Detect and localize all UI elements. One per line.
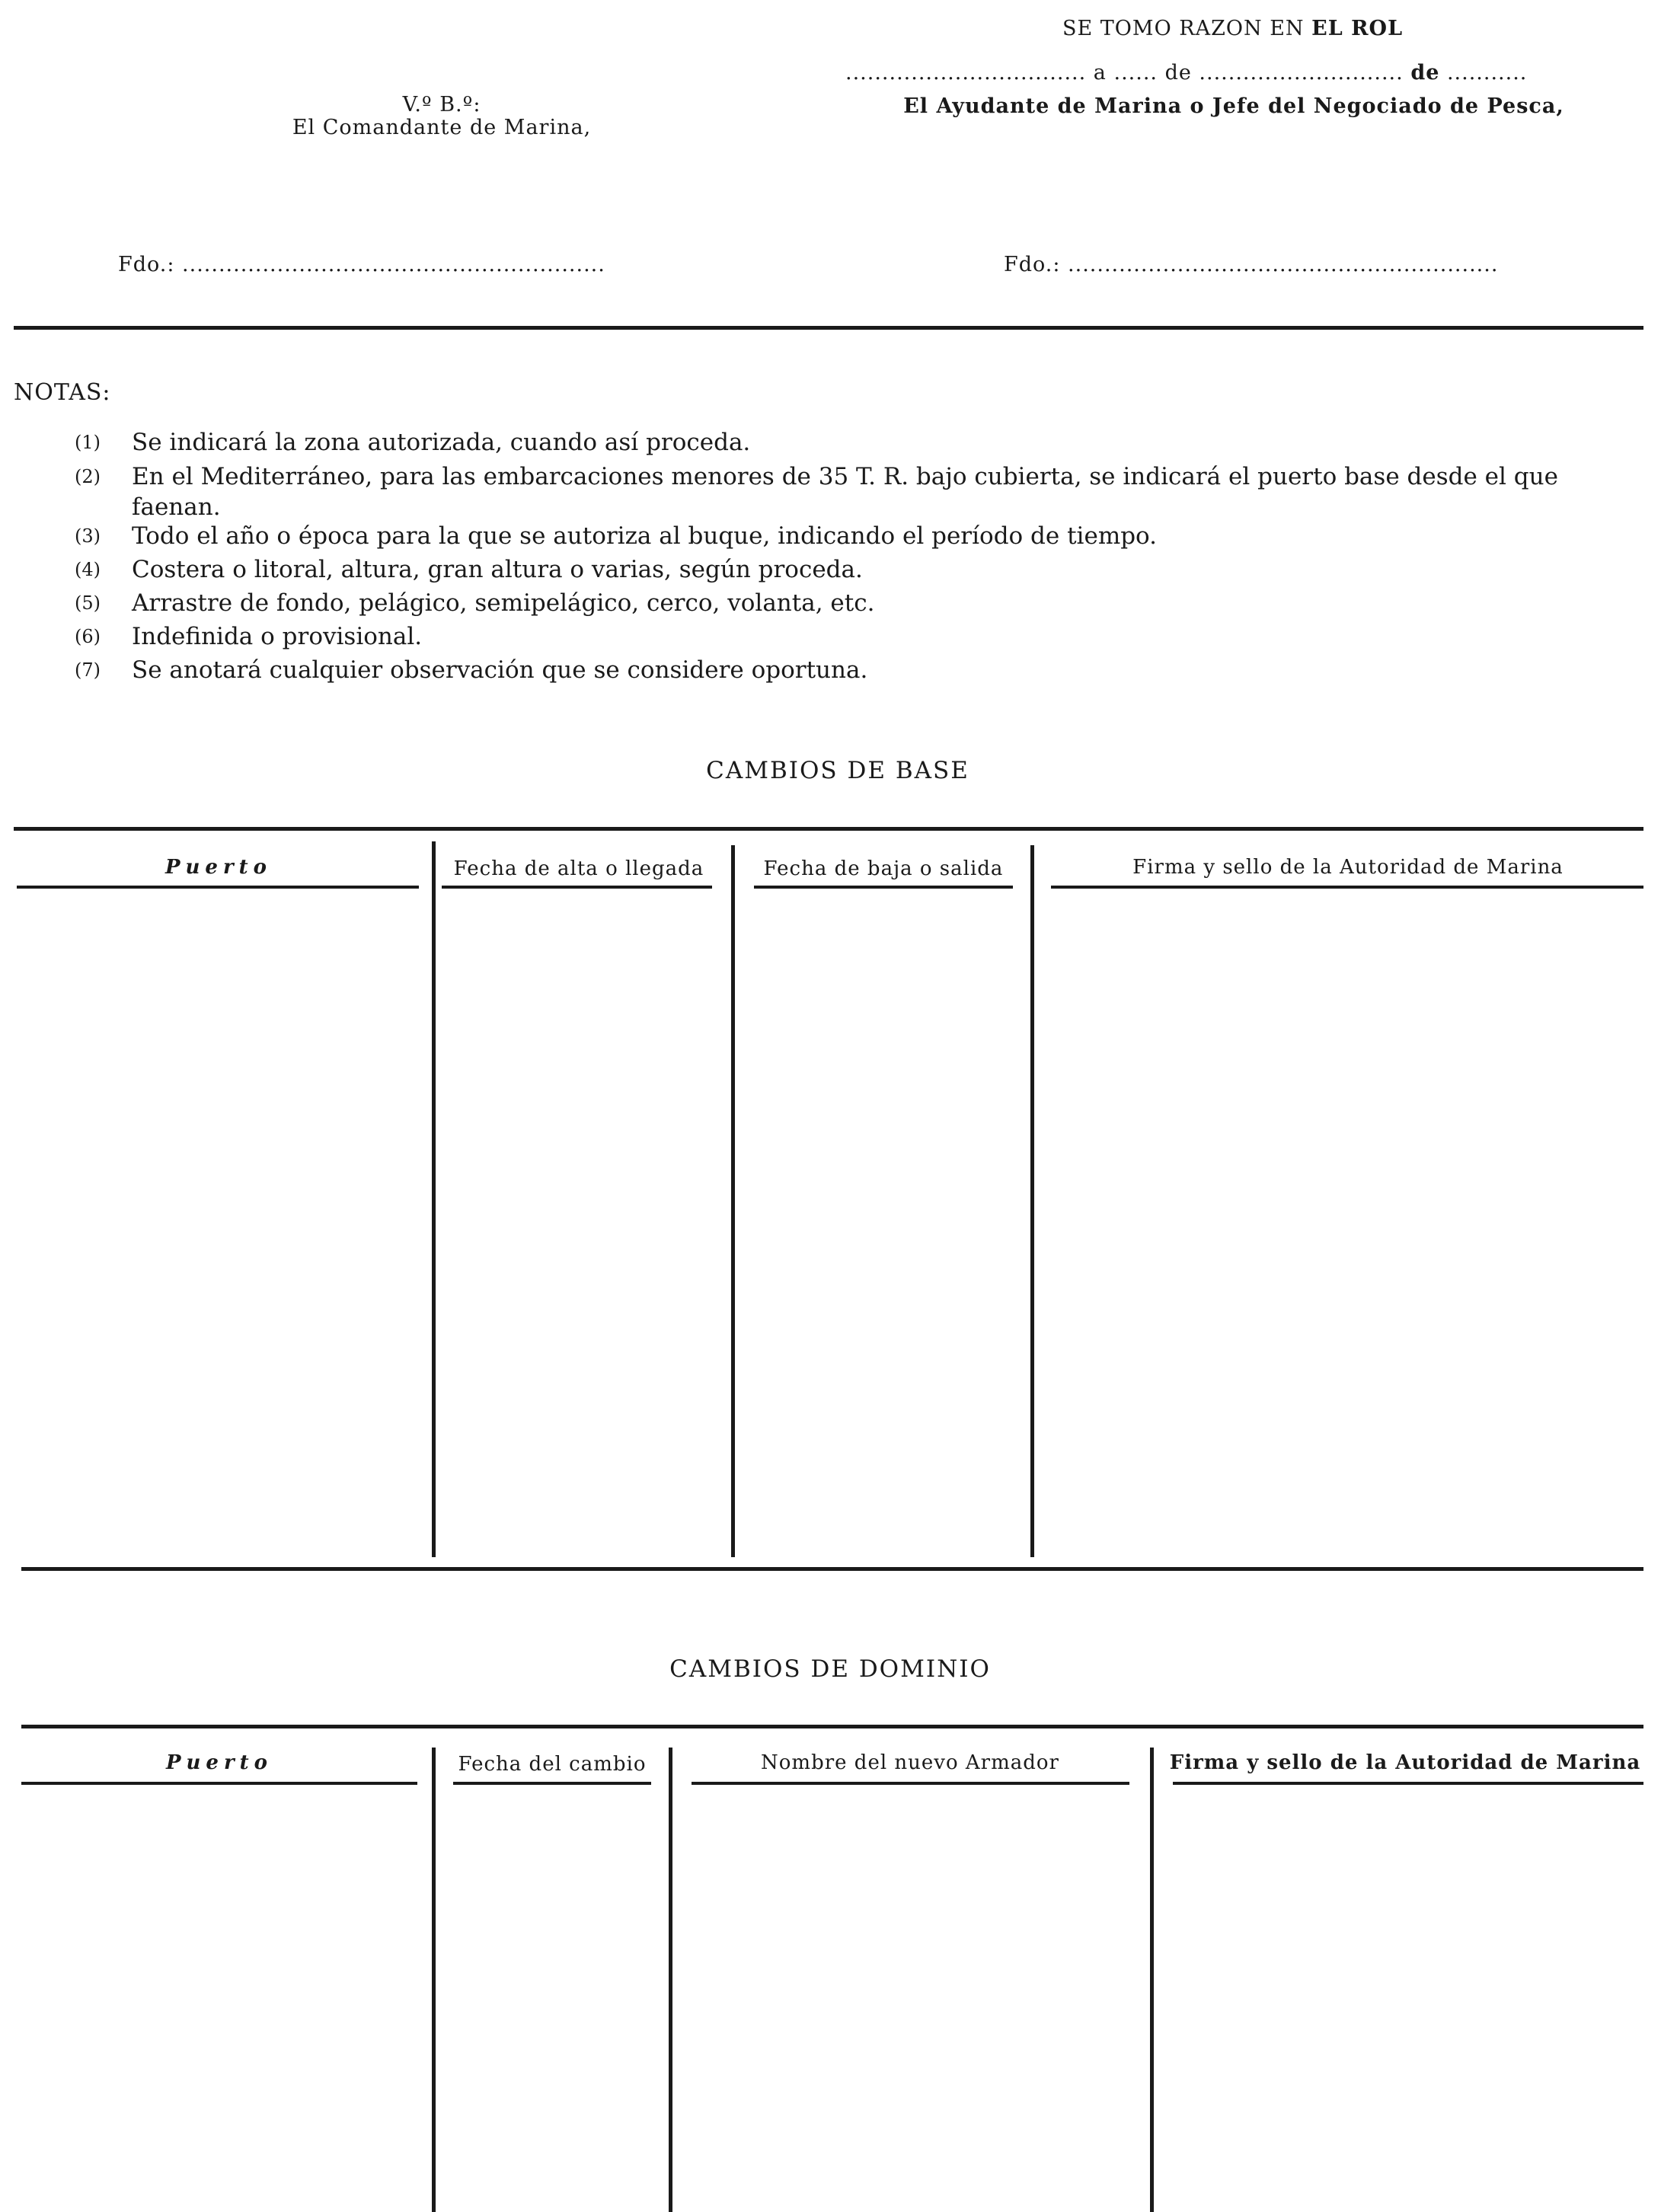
cambios-base-col-firma: Firma y sello de la Autoridad de Marina: [1132, 856, 1564, 879]
note-text: Indefinida o provisional.: [132, 623, 423, 650]
date-line-place: ................................. a ...... de ............................: [845, 61, 1404, 85]
note-number: (4): [75, 559, 101, 580]
cambios-dominio-head-rule: [21, 1782, 417, 1785]
note-number: (7): [75, 659, 101, 681]
note-number: (5): [75, 592, 101, 614]
cambios-dominio-column-divider: [1150, 1748, 1154, 2212]
note-text: Se indicará la zona autorizada, cuando así proceda.: [132, 429, 751, 456]
cambios-dominio-col-nuevo-armador: Nombre del nuevo Armador: [761, 1751, 1059, 1774]
cambios-base-column-divider: [432, 841, 436, 1557]
cambios-base-title: CAMBIOS DE BASE: [706, 757, 969, 784]
cambios-dominio-col-puerto: Puerto: [165, 1751, 273, 1774]
note-number: (1): [75, 432, 101, 453]
date-line: [845, 61, 1653, 85]
cambios-dominio-column-divider: [669, 1748, 672, 2212]
note-text: En el Mediterráneo, para las embarcaciones menores de 35 T. R. bajo cubierta, se indicará el puerto base desde el que faenan.: [132, 463, 1558, 521]
note-text: Todo el año o época para la que se autoriza al buque, indicando el período de tiempo.: [132, 522, 1158, 550]
cambios-base-head-rule: [754, 886, 1013, 889]
cambios-base-col-puerto: Puerto: [165, 856, 273, 879]
ayudante-label: El Ayudante de Marina o Jefe del Negociado de Pesca,: [903, 94, 1564, 118]
visto-bueno-label: V.º B.º:: [402, 93, 481, 117]
cambios-base-bottom-rule: [21, 1567, 1643, 1571]
cambios-base-head-rule: [17, 886, 419, 889]
header-divider: [14, 326, 1643, 330]
note-number: (2): [75, 466, 101, 487]
cambios-base-col-fecha-alta: Fecha de alta o llegada: [453, 857, 704, 880]
comandante-label: El Comandante de Marina,: [292, 116, 592, 139]
note-text: Se anotará cualquier observación que se considere oportuna.: [132, 656, 868, 684]
cambios-dominio-head-rule: [1173, 1782, 1643, 1785]
notas-title: NOTAS:: [14, 379, 111, 406]
cambios-base-head-rule: [442, 886, 712, 889]
fdo-left-signature-line: Fdo.: ..........................................................: [118, 253, 605, 276]
cambios-dominio-column-divider: [432, 1748, 436, 2212]
cambios-base-col-fecha-baja: Fecha de baja o salida: [763, 857, 1004, 880]
note-text: Costera o litoral, altura, gran altura o varias, según proceda.: [132, 556, 863, 583]
cambios-base-column-divider: [1030, 845, 1034, 1557]
note-text: Arrastre de fondo, pelágico, semipelágico, cerco, volanta, etc.: [132, 589, 875, 617]
cambios-dominio-head-rule: [692, 1782, 1129, 1785]
note-number: (6): [75, 626, 101, 647]
registro-title-rol: EL ROL: [1311, 17, 1404, 40]
date-line-year: ...........: [1446, 61, 1528, 85]
registro-title: [1062, 17, 1489, 40]
note-number: (3): [75, 525, 101, 547]
registro-title-text: SE TOMO RAZON EN: [1062, 17, 1305, 40]
cambios-dominio-head-rule: [453, 1782, 651, 1785]
cambios-dominio-col-fecha-cambio: Fecha del cambio: [458, 1753, 647, 1776]
cambios-base-column-divider: [731, 845, 735, 1557]
cambios-base-top-rule: [14, 827, 1643, 831]
cambios-dominio-top-rule: [21, 1725, 1643, 1728]
date-line-de: de: [1410, 61, 1440, 85]
cambios-dominio-title: CAMBIOS DE DOMINIO: [669, 1655, 991, 1683]
cambios-base-head-rule: [1051, 886, 1643, 889]
cambios-dominio-col-firma: Firma y sello de la Autoridad de Marina: [1169, 1751, 1641, 1774]
fdo-right-signature-line: Fdo.: ...........................................................: [1004, 253, 1499, 276]
